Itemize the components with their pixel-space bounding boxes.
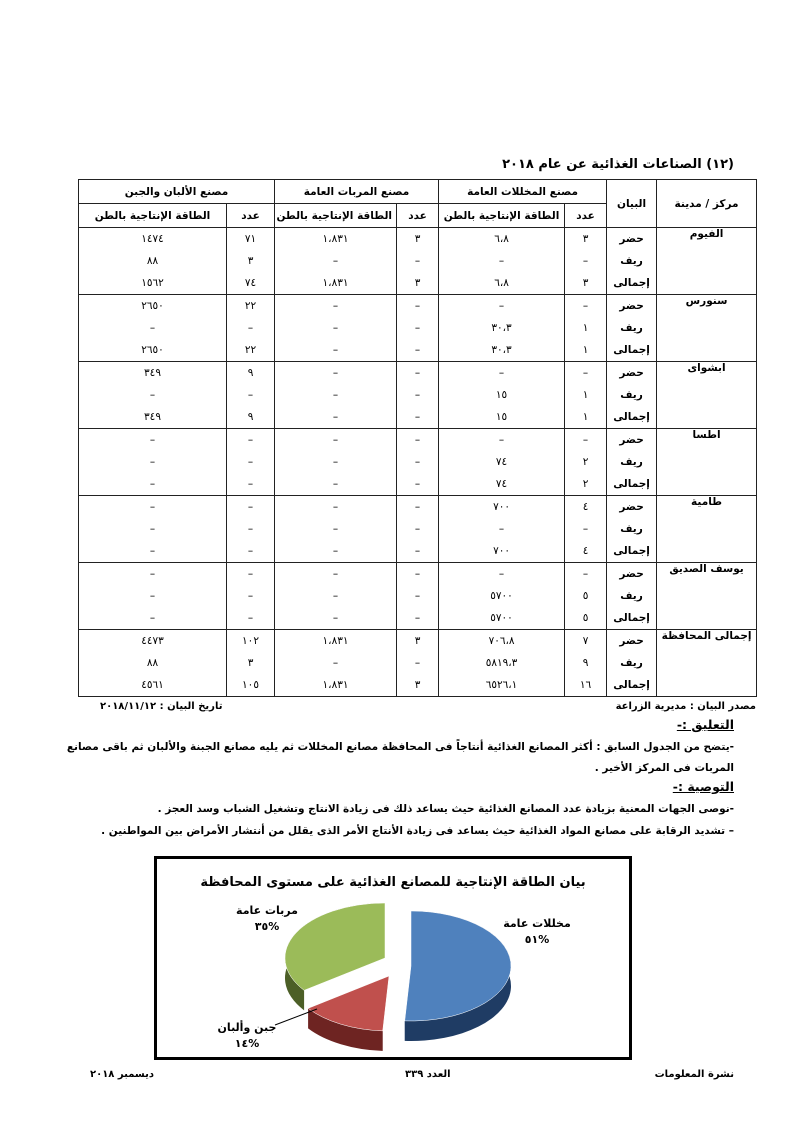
pickles-count: ١ [565, 384, 607, 406]
center-name: سنورس [657, 295, 757, 362]
dairy-capacity: – [79, 496, 227, 519]
center-name: ابشواى [657, 362, 757, 429]
header-count: عدد [227, 204, 275, 228]
pickles-capacity: ٣٠،٣ [439, 317, 565, 339]
jams-count: – [397, 250, 439, 272]
data-source: مصدر البيان : مديرية الزراعة [615, 701, 756, 712]
jams-count: – [397, 518, 439, 540]
pickles-capacity: – [439, 250, 565, 272]
slice-label: جبن وألبان [217, 1021, 277, 1034]
jams-capacity: – [275, 406, 397, 429]
header-center: مركز / مدينة [657, 180, 757, 228]
pickles-count: – [565, 429, 607, 452]
food-industries-table [78, 179, 757, 697]
center-name: إجمالى المحافظة [657, 630, 757, 697]
jams-capacity: ١،٨٣١ [275, 630, 397, 653]
table-row [79, 674, 757, 697]
table-row [79, 585, 757, 607]
jams-capacity: – [275, 518, 397, 540]
jams-capacity: – [275, 473, 397, 496]
area-label: حضر [607, 362, 657, 385]
jams-count: – [397, 317, 439, 339]
dairy-capacity: – [79, 384, 227, 406]
jams-capacity: – [275, 540, 397, 563]
pickles-count: – [565, 362, 607, 385]
area-label: حضر [607, 295, 657, 318]
area-label: إجمالى [607, 540, 657, 563]
jams-capacity: – [275, 652, 397, 674]
pickles-capacity: ٧٤ [439, 451, 565, 473]
jams-capacity: – [275, 339, 397, 362]
dairy-count: – [227, 451, 275, 473]
pickles-capacity: – [439, 429, 565, 452]
pickles-capacity: – [439, 563, 565, 586]
dairy-count: – [227, 429, 275, 452]
dairy-count: – [227, 473, 275, 496]
area-label: ريف [607, 518, 657, 540]
table-row [79, 607, 757, 630]
area-label: ريف [607, 652, 657, 674]
header-capacity: الطاقة الإنتاجية بالطن [275, 204, 397, 228]
recommend-2: – تشديد الرقابة على مصانع المواد الغذائية حيث يساعد فى زيادة الأنتاج الأمر الذى يقلل من أنتشار الأمراض بين المواطنين . [101, 825, 734, 837]
jams-count: – [397, 496, 439, 519]
table-row [79, 272, 757, 295]
dairy-count: – [227, 317, 275, 339]
jams-count: – [397, 339, 439, 362]
dairy-capacity: – [79, 518, 227, 540]
dairy-capacity: – [79, 607, 227, 630]
pickles-count: ٤ [565, 496, 607, 519]
area-label: إجمالى [607, 607, 657, 630]
jams-count: – [397, 563, 439, 586]
area-label: حضر [607, 630, 657, 653]
dairy-capacity: ٢٦٥٠ [79, 339, 227, 362]
dairy-capacity: ٣٤٩ [79, 406, 227, 429]
dairy-capacity: ٤٥٦١ [79, 674, 227, 697]
pickles-count: ١ [565, 317, 607, 339]
pie-slice [405, 911, 511, 1041]
dairy-count: – [227, 518, 275, 540]
table-body [79, 228, 757, 697]
jams-capacity: ١،٨٣١ [275, 674, 397, 697]
header-pickles-factory: مصنع المخللات العامة [439, 180, 607, 204]
table-row [79, 406, 757, 429]
header-statement: البيان [607, 180, 657, 228]
table-row [79, 295, 757, 318]
dairy-capacity: ١٥٦٢ [79, 272, 227, 295]
dairy-count: ٣ [227, 250, 275, 272]
pickles-capacity: ٧٠٦،٨ [439, 630, 565, 653]
pickles-count: – [565, 250, 607, 272]
dairy-count: ٣ [227, 652, 275, 674]
dairy-count: ٧١ [227, 228, 275, 251]
jams-capacity: – [275, 384, 397, 406]
jams-count: ٣ [397, 228, 439, 251]
pickles-count: ٣ [565, 228, 607, 251]
table-row [79, 652, 757, 674]
pickles-count: ٤ [565, 540, 607, 563]
pickles-capacity: ١٥ [439, 384, 565, 406]
pickles-count: ٣ [565, 272, 607, 295]
pickles-capacity: ١٥ [439, 406, 565, 429]
slice-label: مخللات عامة [503, 917, 571, 930]
jams-count: – [397, 451, 439, 473]
area-label: حضر [607, 563, 657, 586]
area-label: ريف [607, 250, 657, 272]
center-name: الفيوم [657, 228, 757, 295]
pickles-capacity: ٦،٨ [439, 272, 565, 295]
jams-count: ٣ [397, 272, 439, 295]
comment-heading: التعليق :- [676, 717, 734, 732]
area-label: إجمالى [607, 406, 657, 429]
jams-capacity: – [275, 429, 397, 452]
table-row [79, 384, 757, 406]
dairy-count: ٩ [227, 406, 275, 429]
dairy-capacity: ٣٤٩ [79, 362, 227, 385]
table-row [79, 317, 757, 339]
pickles-count: – [565, 295, 607, 318]
slice-value-label: %٥١ [524, 933, 550, 946]
pickles-count: ١٦ [565, 674, 607, 697]
area-label: ريف [607, 384, 657, 406]
table-title: (١٢) الصناعات الغذائية عن عام ٢٠١٨ [502, 157, 734, 172]
jams-count: – [397, 652, 439, 674]
dairy-capacity: – [79, 540, 227, 563]
center-name: اطسا [657, 429, 757, 496]
table-row [79, 429, 757, 452]
dairy-count: ١٠٢ [227, 630, 275, 653]
jams-capacity: – [275, 607, 397, 630]
dairy-capacity: – [79, 585, 227, 607]
pickles-capacity: ٧٤ [439, 473, 565, 496]
jams-capacity: – [275, 451, 397, 473]
jams-capacity: – [275, 317, 397, 339]
pickles-capacity: – [439, 518, 565, 540]
dairy-capacity: ١٤٧٤ [79, 228, 227, 251]
table-row [79, 540, 757, 563]
dairy-count: – [227, 585, 275, 607]
pickles-count: – [565, 518, 607, 540]
area-label: إجمالى [607, 272, 657, 295]
dairy-count: – [227, 607, 275, 630]
pickles-capacity: ٦٥٢٦،١ [439, 674, 565, 697]
chart-title: بيان الطاقة الإنتاجية للمصانع الغذائية على مستوى المحافظة [200, 875, 586, 890]
dairy-capacity: ٤٤٧٣ [79, 630, 227, 653]
dairy-count: – [227, 540, 275, 563]
data-date: تاريخ البيان : ٢٠١٨/١١/١٢ [100, 701, 223, 712]
footer-bulletin: نشرة المعلومات [654, 1069, 734, 1080]
jams-capacity: – [275, 362, 397, 385]
pickles-capacity: ٣٠،٣ [439, 339, 565, 362]
pickles-capacity: – [439, 362, 565, 385]
slice-label: مربات عامة [236, 904, 298, 917]
jams-capacity: – [275, 585, 397, 607]
pickles-capacity: ٥٨١٩،٣ [439, 652, 565, 674]
dairy-count: ٢٢ [227, 339, 275, 362]
jams-capacity: – [275, 496, 397, 519]
jams-count: – [397, 607, 439, 630]
pickles-count: ٩ [565, 652, 607, 674]
table-row [79, 630, 757, 653]
pickles-count: ٥ [565, 607, 607, 630]
pickles-count: ٢ [565, 451, 607, 473]
pickles-count: – [565, 563, 607, 586]
jams-count: – [397, 585, 439, 607]
pickles-count: ١ [565, 406, 607, 429]
recommend-1: -نوصى الجهات المعنية بزيادة عدد المصانع الغذائية حيث يساعد ذلك فى زيادة الانتاج وتشغيل الشباب وسد العجز . [157, 803, 734, 815]
header-dairy-factory: مصنع الألبان والجبن [79, 180, 275, 204]
area-label: ريف [607, 317, 657, 339]
center-name: يوسف الصديق [657, 563, 757, 630]
dairy-capacity: – [79, 563, 227, 586]
dairy-capacity: ٨٨ [79, 652, 227, 674]
table-row [79, 451, 757, 473]
jams-count: – [397, 384, 439, 406]
area-label: ريف [607, 585, 657, 607]
pickles-capacity: ٦،٨ [439, 228, 565, 251]
jams-count: – [397, 406, 439, 429]
dairy-count: – [227, 496, 275, 519]
dairy-capacity: ٨٨ [79, 250, 227, 272]
jams-capacity: – [275, 295, 397, 318]
header-count: عدد [565, 204, 607, 228]
area-label: إجمالى [607, 674, 657, 697]
pie-chart [154, 856, 632, 1060]
jams-capacity: – [275, 563, 397, 586]
dairy-count: ٧٤ [227, 272, 275, 295]
area-label: ريف [607, 451, 657, 473]
center-name: طامية [657, 496, 757, 563]
footer-issue: العدد ٣٣٩ [405, 1069, 451, 1080]
table-row [79, 473, 757, 496]
dairy-capacity: – [79, 317, 227, 339]
table-row [79, 228, 757, 251]
pickles-count: ٥ [565, 585, 607, 607]
pickles-capacity: ٥٧٠٠ [439, 585, 565, 607]
pie-slice [308, 976, 389, 1051]
jams-count: – [397, 362, 439, 385]
dairy-capacity: – [79, 429, 227, 452]
area-label: حضر [607, 496, 657, 519]
dairy-count: ٢٢ [227, 295, 275, 318]
dairy-count: ٩ [227, 362, 275, 385]
dairy-capacity: – [79, 451, 227, 473]
jams-count: – [397, 295, 439, 318]
pickles-count: ١ [565, 339, 607, 362]
recommend-heading: التوصية :- [672, 779, 734, 794]
pickles-count: ٧ [565, 630, 607, 653]
jams-count: – [397, 473, 439, 496]
table-row [79, 518, 757, 540]
pickles-capacity: ٧٠٠ [439, 540, 565, 563]
area-label: حضر [607, 429, 657, 452]
pickles-capacity: ٧٠٠ [439, 496, 565, 519]
header-capacity: الطاقة الإنتاجية بالطن [439, 204, 565, 228]
pickles-count: ٢ [565, 473, 607, 496]
header-jams-factory: مصنع المربات العامة [275, 180, 439, 204]
area-label: إجمالى [607, 339, 657, 362]
pickles-capacity: ٥٧٠٠ [439, 607, 565, 630]
header-count: عدد [397, 204, 439, 228]
pickles-capacity: – [439, 295, 565, 318]
table-row [79, 563, 757, 586]
dairy-count: – [227, 384, 275, 406]
table-row [79, 339, 757, 362]
area-label: إجمالى [607, 473, 657, 496]
jams-count: – [397, 540, 439, 563]
jams-count: – [397, 429, 439, 452]
dairy-capacity: – [79, 473, 227, 496]
comment-text: -يتضح من الجدول السابق : أكثر المصانع الغذائية أنتاجاً فى المحافظة مصانع المخللات ثم يليه مصانع الجبنة والألبان ثم باقى مصانع المربات فى المركز الأخير . [66, 741, 734, 774]
pie-chart-svg [157, 859, 629, 1057]
table-row [79, 250, 757, 272]
slice-value-label: %١٤ [234, 1037, 260, 1050]
table-row [79, 496, 757, 519]
jams-count: ٣ [397, 674, 439, 697]
dairy-count: ١٠٥ [227, 674, 275, 697]
dairy-capacity: ٢٦٥٠ [79, 295, 227, 318]
slice-value-label: %٣٥ [254, 920, 280, 933]
footer-date: ديسمبر ٢٠١٨ [90, 1069, 154, 1080]
dairy-count: – [227, 563, 275, 586]
jams-count: ٣ [397, 630, 439, 653]
jams-capacity: ١،٨٣١ [275, 228, 397, 251]
table-row [79, 362, 757, 385]
header-capacity: الطاقة الإنتاجية بالطن [79, 204, 227, 228]
jams-capacity: – [275, 250, 397, 272]
jams-capacity: ١،٨٣١ [275, 272, 397, 295]
area-label: حضر [607, 228, 657, 251]
